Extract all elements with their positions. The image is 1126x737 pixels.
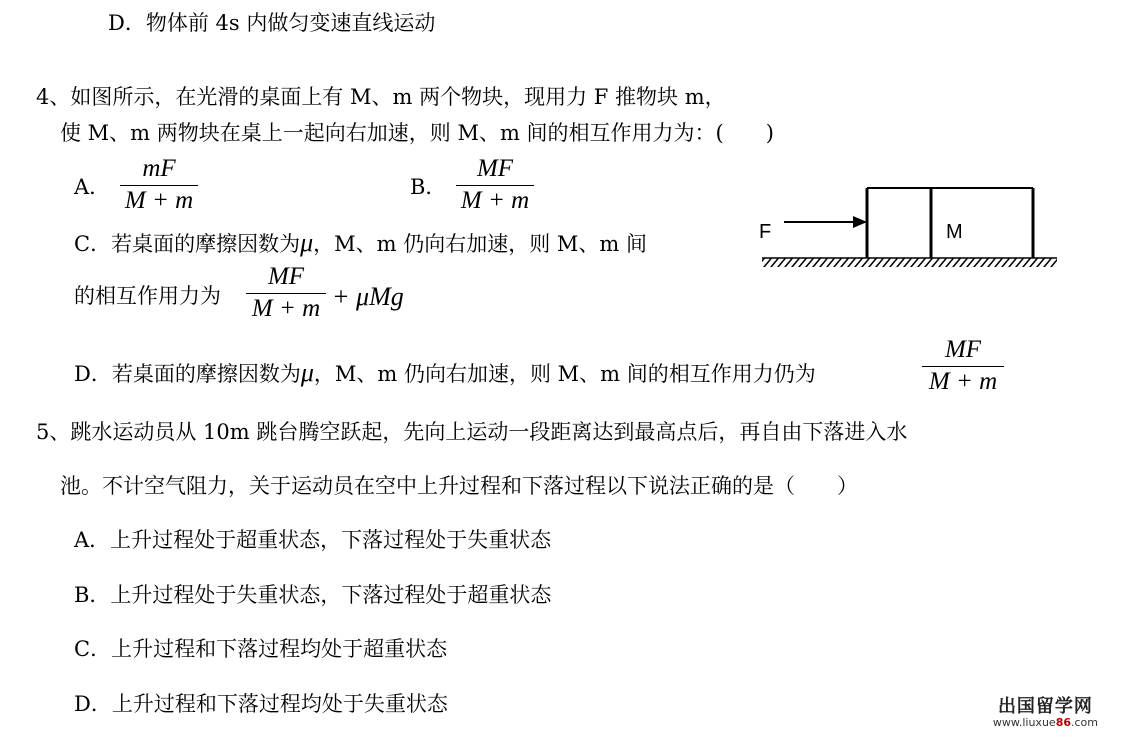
fraction-numerator: MF <box>944 336 982 363</box>
force-arrow <box>784 216 867 228</box>
q4-option-a-fraction <box>120 155 198 216</box>
fraction-bar <box>456 185 534 187</box>
q4-option-d <box>74 360 816 386</box>
watermark-url: www.liuxue86.com <box>992 715 1098 729</box>
q4-option-c-line1 <box>74 230 647 256</box>
mu-symbol: μ <box>300 358 314 387</box>
q4-stem-line2: 使 M、m 两物块在桌上一起向右加速，则 M、m 间的相互作用力为：( ) <box>60 121 774 145</box>
fraction-denominator: M + m <box>460 187 530 215</box>
q4-option-c-fraction <box>246 263 326 324</box>
q5-stem-line1: 5、跳水运动员从 10m 跳台腾空跃起，先向上运动一段距离达到最高点后，再自由下落进入水 <box>36 420 908 444</box>
q4-option-d-fraction <box>922 336 1004 397</box>
force-label: F <box>759 221 772 243</box>
text: ，M、m 仍向右加速，则 M、m 间 <box>313 232 647 256</box>
q4-option-c-tail: + μMg <box>332 282 404 311</box>
mu-symbol: μ <box>300 228 314 257</box>
watermark-text: 出国留学网 <box>997 696 1093 718</box>
q5-option-c: C．上升过程和下落过程均处于超重状态 <box>74 637 448 661</box>
fraction-denominator: M + m <box>251 295 321 323</box>
q5-option-a: A．上升过程处于超重状态，下落过程处于失重状态 <box>74 528 552 552</box>
fraction-denominator: M + m <box>928 368 998 396</box>
text: C．若桌面的摩擦因数为 <box>74 232 301 256</box>
watermark <box>993 697 1098 729</box>
ground-hatch <box>762 258 1057 267</box>
q5-option-b: B．上升过程处于失重状态，下落过程处于超重状态 <box>74 583 552 607</box>
fraction-numerator: MF <box>476 155 514 182</box>
fraction-bar <box>120 185 198 187</box>
fraction-numerator: mF <box>142 155 176 182</box>
q4-stem-line1: 4、如图所示，在光滑的桌面上有 M、m 两个物块，现用力 F 推物块 m， <box>36 85 726 109</box>
q4-option-c-line2-label: 的相互作用力为 <box>74 284 221 308</box>
q5-stem-line2: 池。不计空气阻力，关于运动员在空中上升过程和下落过程以下说法正确的是（ ） <box>60 474 858 498</box>
block-label: M <box>946 221 963 243</box>
fraction-bar <box>922 366 1004 368</box>
fraction-bar <box>246 293 326 295</box>
q5-option-d: D．上升过程和下落过程均处于失重状态 <box>74 692 448 716</box>
q4-option-a-label: A． <box>74 175 111 199</box>
q3-option-d: D．物体前 4s 内做匀变速直线运动 <box>108 11 436 35</box>
block-m <box>867 188 931 258</box>
blocks-figure <box>750 180 1070 275</box>
q4-option-b-label: B． <box>410 175 447 199</box>
text: D．若桌面的摩擦因数为 <box>74 362 301 386</box>
text: ，M、m 仍向右加速，则 M、m 间的相互作用力仍为 <box>313 362 816 386</box>
q4-option-b-fraction <box>456 155 534 216</box>
fraction-numerator: MF <box>267 263 305 290</box>
fraction-denominator: M + m <box>124 187 194 215</box>
